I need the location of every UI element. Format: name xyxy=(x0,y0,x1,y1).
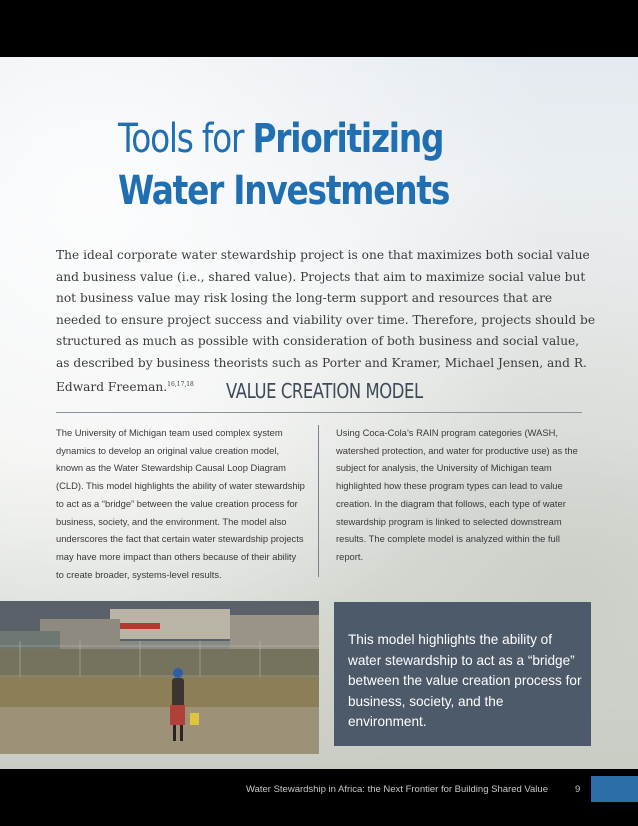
title-line-2: Water Investments xyxy=(118,168,450,214)
callout-text: This model highlights the ability of water stewardship to act as a “bridge” between the value creation process for business, society, and the environment. xyxy=(348,632,582,729)
page-title xyxy=(118,113,462,217)
right-column-text: Using Coca-Cola’s RAIN program categories (WASH, watershed protection, and water for productive use) as the subject for analysis, the University of Michigan team highlighted how these program types can lead to value creation. In the diagram that follows, each type of water stewardship program is linked to selected downstream results. The complete model is analyzed within the full report. xyxy=(336,427,578,562)
callout-box xyxy=(334,602,591,746)
title-bold-text: Prioritizing xyxy=(252,116,444,162)
page xyxy=(0,57,638,769)
section-divider xyxy=(56,412,582,413)
photo-woman-walking xyxy=(0,601,319,754)
title-thin-text: Tools for xyxy=(118,116,244,162)
intro-text: The ideal corporate water stewardship project is one that maximizes both social value and business value (i.e., shared value). Projects that aim to maximize social value but not business value may risk losing the long-term support and resources that are needed to ensure project success and viability over time. Therefore, projects should be structured as much as possible with consideration of both business and social value, as described by business theorists such as Porter and Kramer, Michael Jensen, and R. Edward Freeman. xyxy=(56,248,596,395)
section-heading: VALUE CREATION MODEL xyxy=(226,379,423,403)
footer-title: Water Stewardship in Africa: the Next Frontier for Building Shared Value xyxy=(245,784,548,795)
column-divider xyxy=(318,425,319,577)
intro-paragraph xyxy=(56,245,596,399)
footer-color-tab xyxy=(591,776,638,802)
left-column-text: The University of Michigan team used complex system dynamics to develop an original value creation model, known as the Water Stewardship Causal Loop Diagram (CLD). This model highlights the ability of water stewardship to act as a “bridge” between the value creation process for business, society, and the environment. The model also underscores the fact that certain water stewardship projects may have more impact than others because of their ability to create broader, systems-level results. xyxy=(56,427,305,580)
page-footer xyxy=(0,776,638,802)
page-number: 9 xyxy=(575,784,581,795)
footnote-refs: 16,17,18 xyxy=(167,381,194,388)
